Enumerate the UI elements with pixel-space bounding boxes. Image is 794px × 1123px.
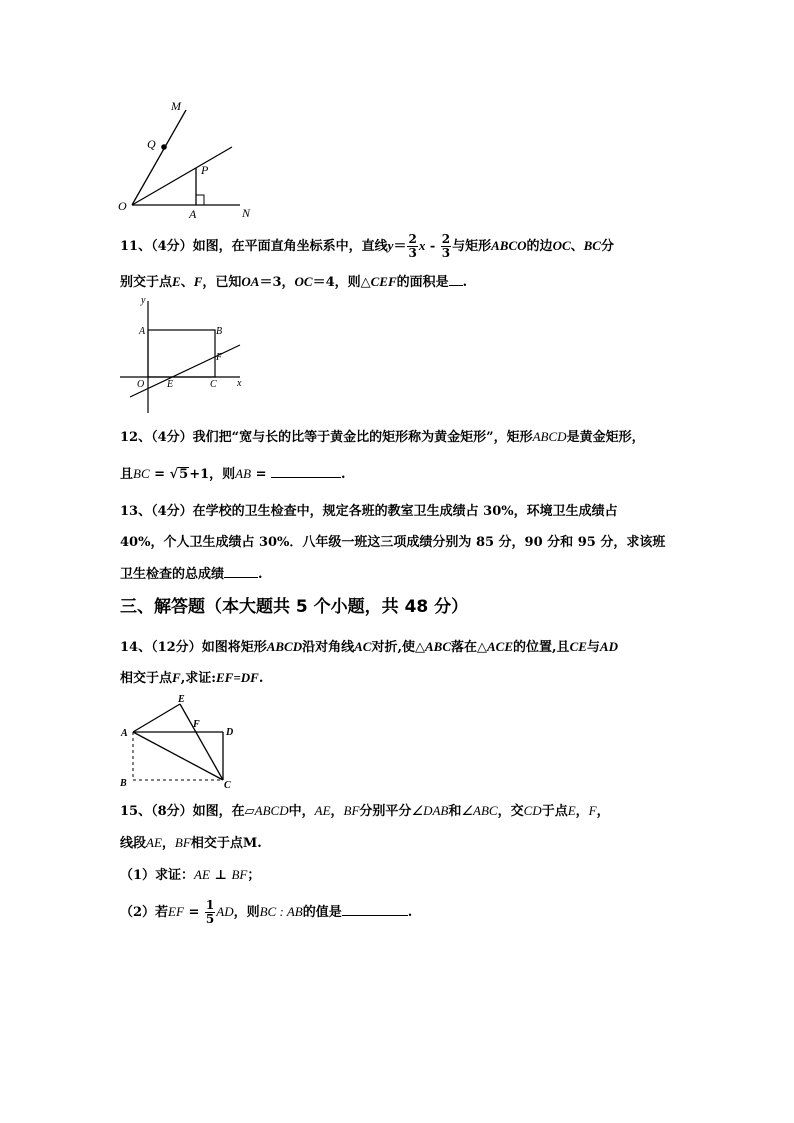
q15-eq: = [183,905,204,920]
label-c: C [210,379,217,390]
label-a: A [189,207,197,220]
q12-line1 [120,426,645,445]
q12-eq: = [149,467,170,482]
q15-he: 和 [448,804,462,819]
q11-fraction-1-num: 2 [408,232,417,246]
q14-line1 [120,636,618,655]
q15-p2c: 的值是 [302,905,342,920]
figure-q10 [110,95,270,220]
label-o: O [137,379,145,390]
q12-number: 12、（4分） [120,430,193,445]
q15-c2: ， [575,804,589,819]
label-o: O [118,199,127,213]
label-c: C [224,780,231,791]
q11-eq: ＝ [393,239,407,254]
q11-text3: 的边 [526,239,553,254]
q12-l2b: ，则 [209,467,236,482]
q15-c4: ， [161,836,175,851]
q12-eq2: = [251,467,271,482]
right-angle-mark [196,195,204,205]
q11-fraction-1 [407,233,417,260]
q11-answer-blank [449,273,463,286]
q14-l2a: 相交于点 [120,671,173,686]
q14-efdf: EF=DF [216,670,259,685]
q11-bc: BC [583,238,601,253]
q11-text4: 分 [600,239,614,254]
q13-l3a: 卫生检查的总成绩 [120,567,225,582]
q14-t5: 的位置,且 [513,640,570,655]
q11-line2-b: ，已知 [202,275,242,290]
q15-p2end: . [407,905,413,920]
q15-p2: （2）若 [120,905,169,920]
q14-ac: AC [354,639,372,654]
q12-line2: 且BC = √5+1，则AB = . [120,466,346,482]
q15-ang1: ∠DAB [411,803,449,818]
q15-l2a: 线段 [120,836,147,851]
q11-x: x [418,238,426,253]
q14-number: 14、（12分） [120,640,202,655]
parallelogram-icon: ▱ [244,804,255,819]
q11-text1: 如图，在平面直角坐标系中，直线 [192,239,388,254]
q14-f: F [172,670,181,685]
section-heading: 三、解答题（本大题共 5 个小题，共 48 分） [120,597,469,617]
q11-number: 11、（4分） [120,239,193,254]
ray-om [132,110,186,205]
q15-ratio: BC : AB [259,904,303,919]
q15-e: E [567,803,576,818]
q15-c3: ， [596,804,610,819]
q11-text2: 与矩形 [452,239,492,254]
q14-t6: 与 [586,640,600,655]
q14-abcd: ABCD [266,639,303,654]
label-f: F [216,352,223,363]
q14-t4: 落在△ [451,640,488,655]
q11-line2-c: 的面积是 [396,275,449,290]
label-f: F [193,719,200,730]
q11-minus: - [425,239,440,254]
q11-oc: OC [552,238,571,253]
q12-abcd: ABCD [532,429,567,444]
label-e: E [178,694,185,705]
q13-line2: 40%，个人卫生成绩占 30%．八年级一班这三项成绩分别为 85 分，90 分和 95 分，求该班 [120,535,666,550]
q15-fraction-num: 1 [205,898,215,912]
q12-answer-blank [271,465,341,478]
label-q: Q [147,137,156,151]
q11-end: . [462,275,468,290]
q15-p2b: ，则 [233,905,260,920]
q11-rect: ABCO [491,238,527,253]
q14-l2b: ,求证: [180,671,217,686]
q15-ad: AD [216,904,234,919]
q15-number: 15、（8分） [120,804,193,819]
q11-line2-a: 别交于点 [120,275,173,290]
q12-text1: 我们把“宽与长的比等于黄金比的矩形称为黄金矩形”，矩形 [192,430,533,445]
figure-q11 [115,293,250,418]
label-m: M [171,99,181,113]
label-b: B [120,778,127,789]
q15-end: . [257,836,262,851]
q15-t3: 分别平分 [359,804,412,819]
q15-ef: EF [168,904,184,919]
q15-p1end: ； [247,868,261,883]
q13-answer-blank [224,565,258,578]
q15-l2b: 相交于点 [190,836,243,851]
label-a: A [139,326,146,337]
label-p: P [201,163,209,177]
q12-end: . [341,467,346,482]
q15-line2 [120,832,262,851]
q12-plus1: +1 [189,467,210,482]
q13-line1: 13、（4分）在学校的卫生检查中，规定各班的教室卫生成绩占 30%，环境卫生成绩占 [120,504,618,519]
label-y: y [141,295,146,306]
q15-bf: BF [343,803,360,818]
q13-end: . [258,567,263,582]
q12-l2a: 且 [120,467,134,482]
q11-oa: OA [241,274,260,289]
q12-bc: BC [133,466,150,481]
line-ef [130,345,240,397]
q11-fraction-2-den: 3 [441,246,451,260]
q11-fraction-1-den: 3 [408,246,417,260]
q15-f: F [588,803,597,818]
q14-line2 [120,667,263,686]
q15-t4: ，交 [497,804,524,819]
q14-ce: CE [569,639,587,654]
q14-ad: AD [599,639,618,654]
q15-t2: 中， [288,804,315,819]
label-b: B [216,326,223,337]
q15-t5: 于点 [541,804,568,819]
q11-cef: CEF [370,274,397,289]
q15-bf3: BF [231,867,248,882]
q14-t1: 如图将矩形 [201,640,267,655]
q15-t1: 如图，在 [192,804,245,819]
q14-t3: 对折,使△ [371,640,425,655]
q15-para: ABCD [254,803,289,818]
q15-perp: ⊥ [209,868,232,883]
q11-line2 [120,271,467,290]
q14-ace: ACE [487,639,514,654]
q15-part2 [120,899,412,926]
rectangle-abco [148,330,215,377]
q15-bf2: BF [174,835,191,850]
q11-line1 [120,233,614,260]
label-e: E [167,379,174,390]
ray-oline [132,147,232,205]
q11-oa-val: ＝3， [259,275,295,290]
q15-ang2: ∠ABC [461,803,498,818]
q15-ae3: AE [194,867,210,882]
q15-answer-blank [342,903,408,916]
q11-sep: 、 [180,275,194,290]
q11-oc2: OC [294,274,313,289]
q12-sqrt-five: 5 [179,467,189,482]
q15-cd: CD [523,803,542,818]
q12-ab: AB [235,466,252,481]
segment-ae [133,704,180,732]
figure-q14 [115,690,245,795]
q15-m: M [242,836,258,851]
q15-ae2: AE [146,835,162,850]
label-n: N [242,206,251,220]
q11-fraction-2-num: 2 [441,232,451,246]
q11-comma: 、 [570,239,584,254]
q11-fraction-2 [441,233,451,260]
q15-ae: AE [314,803,331,818]
q14-end: . [258,671,264,686]
q11-oc-val: ＝4，则△ [312,275,371,290]
q14-abc: ABC [425,639,452,654]
label-x: x [237,378,242,389]
q15-c1: ， [330,804,344,819]
q14-t2: 沿对角线 [302,640,355,655]
q15-fraction-den: 5 [205,912,215,926]
q11-y: y [387,238,394,253]
label-a: A [121,728,128,739]
q15-line1 [120,800,610,819]
q11-e: E [172,274,181,289]
label-d: D [226,727,234,738]
q15-part1 [120,864,260,883]
q15-fraction [205,899,215,926]
q15-p1: （1）求证： [120,868,195,883]
q13-line3 [120,563,263,582]
point-q [161,144,167,150]
q12-text2: 是黄金矩形， [566,430,645,445]
q11-f: F [193,274,203,289]
